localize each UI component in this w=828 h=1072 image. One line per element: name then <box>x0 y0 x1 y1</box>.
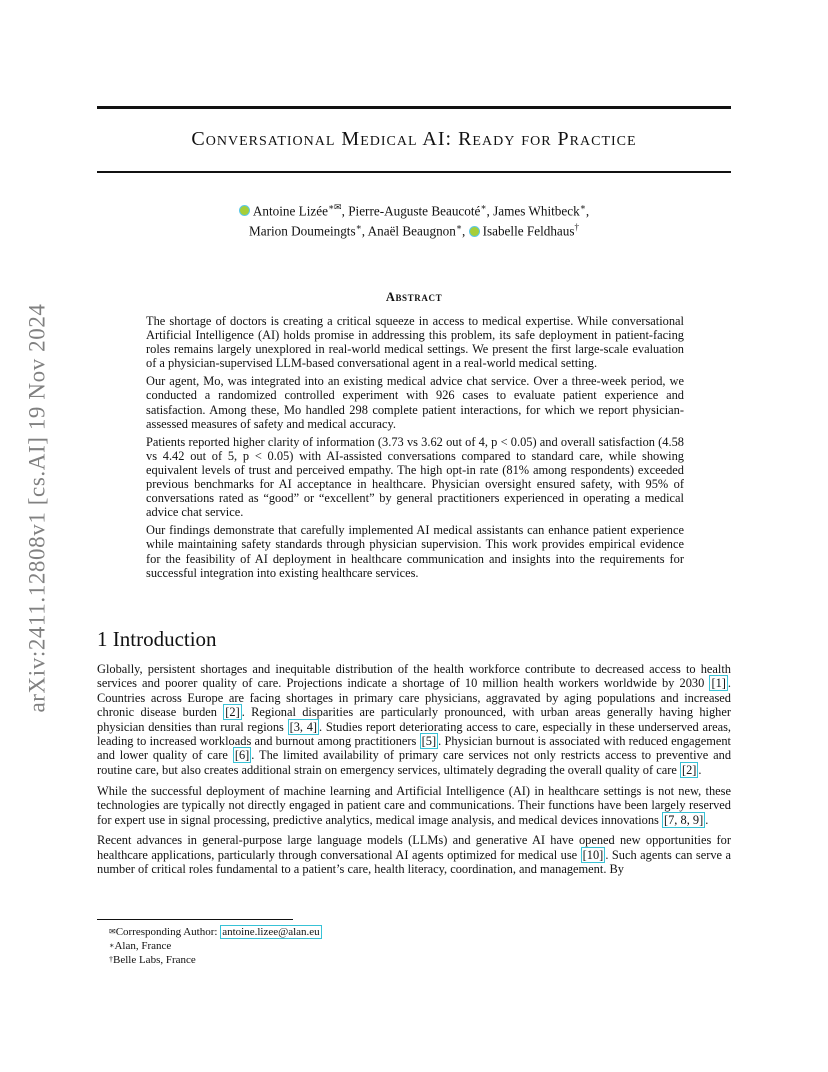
footnote-affiliation-2 <box>109 953 322 967</box>
section-body <box>97 662 731 883</box>
author-mark: † <box>574 222 579 233</box>
body-paragraph: Globally, persistent shortages and inequitable distribution of the health workforce contribute to decreased access to health services and poorer quality of care. Projections indicate a shortage of 10 million health workers worldwide by 2030 [1] . Countries across Europe are facing shortages in primary care physicians, aggravated by aging populations and increased chronic disease burden [2] . Regional disparities are particularly pronounced, with urban areas generally having higher physician densities than rural regions [3, 4] . Studies report deteriorating access to care, especially in these underserved areas, leading to increased workloads and burnout among practitioners [5] . Physician burnout is associated with reduced engagement and lower quality of care [6] . The limited availability of primary care services not only restricts access to preventive and routine care, but also creates additional strain on emergency services, ultimately degrading the overall quality of care [2] . <box>97 662 732 777</box>
author-name: Anaël Beaugnon <box>367 223 456 239</box>
asterisk-mark: ∗ <box>109 941 115 950</box>
abstract-paragraph: The shortage of doctors is creating a critical squeeze in access to medical expertise. While conversational Artificial Intelligence (AI) holds promise in addressing this problem, its safe deployment in patient-facing roles remains largely unexplored in real-world medical settings. We present the first large-scale evaluation of a physician-supervised LLM-based conversational agent in a real-world medical setting. <box>146 314 684 371</box>
abstract <box>146 314 684 584</box>
arxiv-id-text: arXiv:2411.12808v1 [cs.AI] 19 Nov 2024 <box>25 303 50 713</box>
paper-title: Conversational Medical AI: Ready for Practice <box>191 128 637 150</box>
footnotes <box>109 925 322 967</box>
citation-link[interactable]: [2] <box>225 705 240 720</box>
section-heading <box>97 627 217 652</box>
footnote-corresponding <box>109 925 322 939</box>
citation-link[interactable]: [5] <box>421 734 437 749</box>
citation-link[interactable]: [2] <box>681 762 697 777</box>
envelope-icon: ✉ <box>109 927 116 936</box>
author-name: Marion Doumeingts <box>249 223 356 239</box>
title-rule-bottom <box>97 171 731 173</box>
citation-link[interactable]: [6] <box>234 748 250 763</box>
author-list <box>97 199 731 240</box>
author-name: Pierre-Auguste Beaucoté <box>348 203 481 219</box>
author-mark: ∗ <box>480 202 487 212</box>
affiliation-text: Alan, France <box>114 940 172 952</box>
citation-link[interactable]: [10] <box>582 847 604 862</box>
section-number: 1 <box>97 627 108 651</box>
abstract-heading: Abstract <box>385 290 443 304</box>
section-title: Introduction <box>112 627 217 651</box>
abstract-paragraph: Our agent, Mo, was integrated into an existing medical advice chat service. Over a three-week period, we conducted a randomized controlled experiment with 926 cases to evaluate patient experience and satisfaction. Among these, Mo handled 298 complete patient interactions, for which we report physician-assessed measures of safety and medical accuracy. <box>146 374 684 431</box>
author-mark: ∗ <box>355 222 362 233</box>
footnote-affiliation-1 <box>109 939 322 953</box>
author-mark: ∗✉ <box>327 202 342 212</box>
corresponding-label: Corresponding Author: <box>115 926 218 938</box>
citation-link[interactable]: [3, 4] <box>289 719 318 734</box>
orcid-icon[interactable] <box>239 205 250 216</box>
citation-link[interactable]: [1] <box>711 676 726 691</box>
footnote-rule <box>97 919 293 920</box>
author-mark: ∗ <box>579 202 586 212</box>
body-paragraph: While the successful deployment of machine learning and Artificial Intelligence (AI) in healthcare settings is not new, these technologies are typically not directly engaged in patient care and communications. Their functions have been largely reserved for expert use in signal processing, predictive analytics, medical image analysis, and medical devices innovations [7, 8, 9] . <box>97 783 731 827</box>
author-name: Isabelle Feldhaus <box>482 223 575 239</box>
dagger-mark: † <box>109 955 113 964</box>
author-name: James Whitbeck <box>493 203 580 219</box>
arxiv-identifier <box>8 248 68 768</box>
body-paragraph: Recent advances in general-purpose large language models (LLMs) and generative AI have opened new opportunities for healthcare applications, particularly through conversational AI agents optimized for medical use [10] . Such agents can serve a number of critical roles fundamental to a patient’s care, health literacy, coordination, and management. By <box>97 833 732 877</box>
abstract-paragraph: Patients reported higher clarity of information (3.73 vs 3.62 out of 4, p < 0.05) and overall satisfaction (4.58 vs 4.42 out of 5, p < 0.05) with AI-assisted conversations compared to standard care, while showing equivalent levels of trust and perceived empathy. The high opt-in rate (81% among respondents) exceeded previous benchmarks for AI acceptance in healthcare. Physician oversight ensured safety, with 95% of conversations rated as “good” or “excellent” by general practitioners experienced in operating a medical advice chat service. <box>146 434 684 520</box>
author-line-2: Marion Doumeingts∗, Anaël Beaugnon∗, Isabelle Feldhaus† <box>249 222 579 239</box>
author-mark: ∗ <box>455 222 462 233</box>
abstract-paragraph: Our findings demonstrate that carefully implemented AI medical assistants can enhance patient experience while maintaining safety standards through physician supervision. This work provides empirical evidence for the feasibility of AI deployment in healthcare communication and insights into the requirements for successful integration into existing healthcare services. <box>146 523 684 580</box>
email-link[interactable]: antoine.lizee@alan.eu <box>222 926 320 938</box>
author-line-1: Antoine Lizée∗✉, Pierre-Auguste Beaucoté∗, James Whitbeck∗, <box>97 199 731 219</box>
affiliation-text: Belle Labs, France <box>113 954 196 966</box>
citation-link[interactable]: [7, 8, 9] <box>663 812 704 827</box>
author-name: Antoine Lizée <box>252 203 328 219</box>
title-rule-top <box>97 106 731 109</box>
orcid-icon[interactable] <box>469 226 480 237</box>
